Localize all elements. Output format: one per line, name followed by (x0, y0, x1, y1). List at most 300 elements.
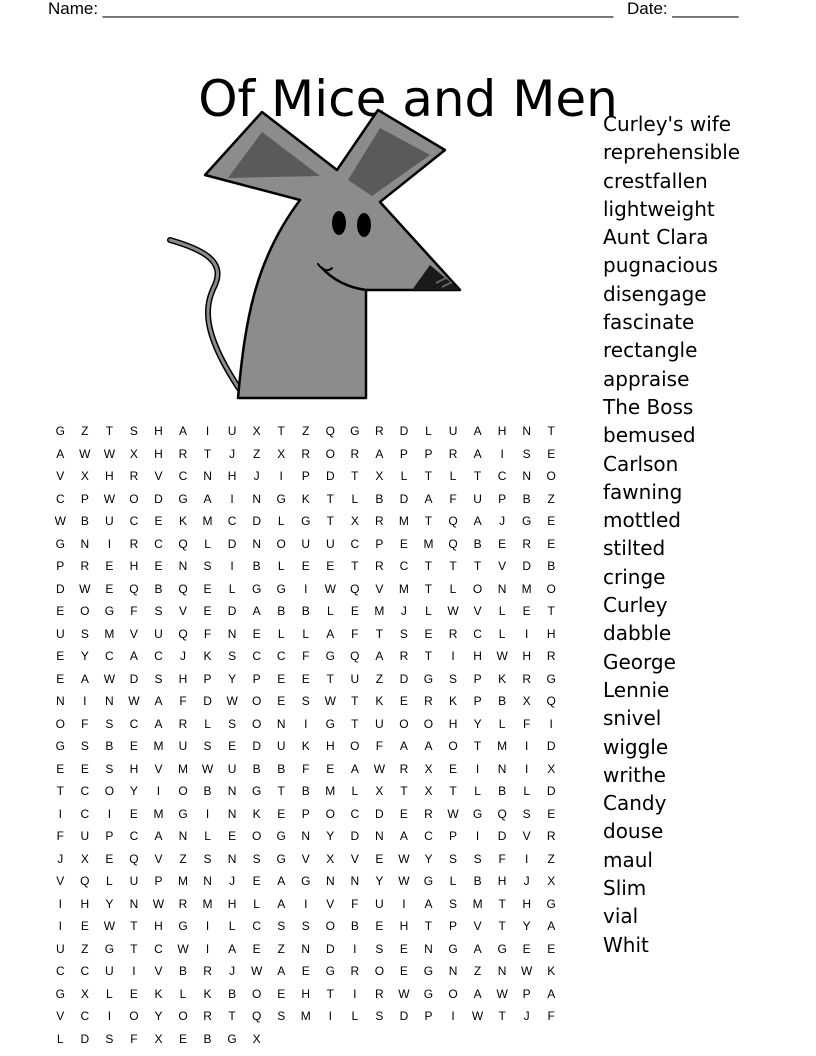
grid-letter: V (498, 559, 507, 573)
grid-letter: S (375, 1009, 384, 1023)
grid-letter: E (301, 559, 310, 573)
grid-letter: L (498, 626, 506, 641)
grid-letter: R (301, 446, 311, 461)
grid-letter: V (473, 919, 482, 933)
grid-letter: B (498, 784, 507, 798)
grid-letter: H (154, 424, 163, 438)
grid-letter: G (55, 536, 65, 551)
grid-letter: T (547, 424, 555, 438)
grid-letter: S (129, 424, 138, 438)
grid-letter: I (205, 919, 210, 933)
word-list-item: rectangle (603, 338, 698, 363)
grid-letter: R (129, 469, 139, 483)
grid-letter: V (129, 626, 138, 641)
grid-letter: Z (375, 671, 384, 686)
grid-letter: U (55, 941, 65, 956)
grid-letter: A (375, 446, 384, 461)
grid-letter: D (252, 739, 261, 753)
grid-letter: I (500, 446, 504, 461)
grid-letter: L (277, 626, 285, 641)
grid-letter: Y (326, 829, 335, 843)
grid-letter: T (498, 1009, 506, 1023)
grid-letter: Q (350, 649, 360, 663)
grid-letter: I (58, 896, 62, 911)
grid-letter: S (80, 739, 89, 753)
grid-letter: R (546, 649, 556, 663)
grid-letter: E (252, 874, 261, 888)
grid-letter: O (251, 829, 262, 843)
grid-letter: J (523, 874, 530, 888)
grid-letter: T (351, 469, 359, 483)
grid-letter: L (204, 829, 211, 843)
grid-letter: E (375, 851, 384, 866)
date-field[interactable]: Date: _______ (627, 0, 739, 18)
grid-letter: F (375, 739, 384, 753)
grid-letter: W (324, 581, 336, 596)
grid-letter: E (129, 806, 138, 821)
grid-letter: E (129, 986, 138, 1001)
grid-letter: C (80, 1009, 90, 1023)
grid-letter: E (547, 446, 556, 461)
grid-letter: U (105, 514, 114, 528)
grid-letter: Q (448, 536, 458, 551)
grid-letter: N (448, 964, 458, 978)
grid-letter: N (178, 559, 188, 573)
grid-letter: G (276, 491, 286, 506)
grid-letter: A (547, 919, 556, 933)
grid-letter: Q (497, 806, 507, 821)
grid-letter: T (326, 514, 334, 528)
word-list-item: Curley's wife (603, 112, 732, 136)
grid-letter: K (203, 986, 212, 1001)
grid-letter: A (350, 761, 359, 776)
grid-letter: R (375, 514, 384, 528)
grid-letter: B (473, 874, 482, 888)
word-list-item: pugnacious (603, 253, 718, 278)
grid-letter: T (351, 559, 359, 573)
grid-letter: K (375, 694, 384, 708)
grid-letter: M (374, 604, 385, 618)
grid-letter: R (522, 671, 531, 686)
grid-letter: A (154, 716, 163, 731)
grid-letter: T (105, 424, 114, 438)
grid-letter: E (399, 941, 408, 956)
grid-letter: I (230, 491, 234, 506)
grid-letter: G (55, 986, 65, 1001)
grid-letter: G (423, 671, 434, 686)
grid-letter: G (301, 514, 311, 528)
grid-letter: D (399, 1009, 409, 1023)
grid-letter: V (56, 874, 65, 888)
grid-letter: G (350, 424, 360, 438)
grid-letter: I (328, 1009, 332, 1023)
grid-letter: C (154, 941, 163, 956)
grid-letter: D (399, 671, 409, 686)
grid-letter: R (129, 536, 139, 551)
grid-letter: K (252, 806, 261, 821)
grid-letter: T (277, 784, 285, 798)
grid-letter: Z (81, 424, 89, 438)
grid-letter: E (56, 604, 65, 618)
grid-letter: O (251, 986, 262, 1001)
grid-letter: E (277, 986, 286, 1001)
grid-letter: P (252, 671, 261, 686)
grid-letter: T (130, 941, 138, 956)
grid-letter: L (449, 469, 457, 483)
grid-letter: E (326, 559, 335, 573)
grid-letter: Y (228, 671, 237, 686)
grid-letter: U (276, 739, 286, 753)
grid-letter: Y (424, 851, 433, 866)
grid-letter: W (201, 761, 214, 776)
grid-letter: L (498, 604, 506, 618)
grid-letter: P (203, 671, 212, 686)
grid-letter: G (276, 581, 286, 596)
grid-letter: E (375, 919, 384, 933)
grid-letter: T (326, 671, 334, 686)
grid-letter: O (129, 491, 139, 506)
word-list-item: Curley (603, 593, 668, 618)
grid-letter: O (129, 1009, 139, 1023)
grid-letter: E (252, 941, 261, 956)
grid-letter: I (353, 986, 357, 1001)
grid-letter: H (105, 469, 114, 483)
grid-letter: O (423, 716, 434, 731)
grid-letter: H (80, 896, 90, 911)
word-list-item: wiggle (603, 734, 669, 759)
grid-letter: G (546, 671, 556, 686)
grid-letter: N (203, 874, 212, 888)
grid-letter: E (399, 964, 408, 978)
grid-letter: Z (81, 941, 89, 956)
grid-letter: R (80, 559, 90, 573)
name-field[interactable]: Name: ______________________________________________________ (48, 0, 614, 18)
grid-letter: W (103, 919, 116, 933)
grid-letter: R (350, 446, 360, 461)
grid-letter: T (424, 469, 433, 483)
word-list-item: fawning (603, 479, 683, 504)
grid-letter: V (56, 469, 65, 483)
grid-letter: E (154, 514, 163, 528)
grid-letter: G (472, 806, 483, 821)
grid-letter: E (301, 671, 310, 686)
grid-letter: W (496, 986, 508, 1001)
grid-letter: H (497, 424, 507, 438)
grid-letter: C (178, 469, 188, 483)
grid-letter: B (179, 964, 188, 978)
grid-letter: R (375, 559, 384, 573)
grid-letter: W (398, 874, 410, 888)
grid-letter: I (451, 1009, 455, 1023)
grid-letter: N (424, 941, 433, 956)
word-list-item: crestfallen (603, 168, 708, 193)
grid-letter: W (103, 491, 116, 506)
grid-letter: D (227, 604, 237, 618)
grid-letter: V (154, 851, 163, 866)
grid-letter: A (80, 671, 89, 686)
grid-letter: E (80, 919, 89, 933)
grid-letter: C (473, 626, 482, 641)
grid-letter: E (56, 761, 65, 776)
grid-letter: J (180, 649, 186, 663)
grid-letter: L (326, 604, 334, 618)
grid-letter: P (473, 671, 482, 686)
grid-letter: U (129, 874, 139, 888)
grid-letter: E (522, 941, 531, 956)
grid-letter: P (473, 694, 482, 708)
grid-letter: G (55, 739, 65, 753)
grid-letter: I (107, 1009, 112, 1023)
grid-letter: E (56, 649, 65, 663)
grid-letter: I (156, 784, 161, 798)
grid-letter: Y (154, 1009, 163, 1023)
grid-letter: I (107, 536, 112, 551)
grid-letter: T (203, 446, 212, 461)
grid-letter: J (253, 469, 260, 483)
grid-letter: Z (252, 446, 261, 461)
grid-letter: Q (178, 581, 188, 596)
grid-letter: Z (179, 851, 187, 866)
grid-letter: I (524, 761, 529, 776)
grid-letter: U (473, 491, 482, 506)
grid-letter: X (547, 874, 556, 888)
grid-letter: B (375, 491, 384, 506)
grid-letter: P (498, 491, 507, 506)
grid-letter: M (423, 536, 434, 551)
grid-letter: C (105, 649, 114, 663)
grid-letter: E (399, 694, 408, 708)
grid-letter: E (203, 581, 212, 596)
grid-letter: K (154, 986, 163, 1001)
grid-letter: I (279, 469, 283, 483)
grid-letter: D (399, 424, 409, 438)
grid-letter: S (154, 604, 163, 618)
grid-letter: H (227, 896, 237, 911)
grid-letter: L (400, 469, 408, 483)
grid-letter: S (522, 446, 531, 461)
grid-letter: N (227, 784, 237, 798)
grid-letter: T (326, 986, 334, 1001)
grid-letter: A (129, 649, 138, 663)
grid-letter: A (154, 694, 163, 708)
grid-letter: W (103, 671, 116, 686)
grid-letter: V (154, 469, 163, 483)
grid-letter: T (424, 649, 433, 663)
grid-letter: U (154, 626, 163, 641)
grid-letter: A (326, 626, 335, 641)
grid-letter: H (129, 761, 139, 776)
grid-letter: U (350, 671, 360, 686)
grid-letter: V (350, 851, 359, 866)
grid-letter: A (547, 986, 556, 1001)
grid-letter: W (324, 694, 336, 708)
grid-letter: R (546, 829, 556, 843)
grid-letter: X (375, 784, 384, 798)
grid-letter: M (202, 896, 213, 911)
grid-letter: B (547, 559, 556, 573)
grid-letter: C (276, 649, 286, 663)
grid-letter: P (105, 829, 114, 843)
grid-letter: H (301, 986, 311, 1001)
grid-letter: E (252, 626, 261, 641)
grid-letter: O (178, 1009, 188, 1023)
grid-letter: V (375, 581, 384, 596)
grid-letter: X (424, 784, 433, 798)
grid-letter: N (80, 536, 90, 551)
grid-letter: C (129, 716, 139, 731)
word-list-item: dabble (603, 621, 672, 646)
grid-letter: N (301, 941, 311, 956)
grid-letter: E (522, 604, 531, 618)
word-list-item: reprehensible (603, 140, 741, 165)
grid-letter: L (228, 581, 236, 596)
grid-letter: T (351, 716, 359, 731)
grid-letter: L (425, 424, 432, 438)
grid-letter: N (203, 469, 212, 483)
grid-letter: L (302, 626, 310, 641)
grid-letter: V (56, 1009, 65, 1023)
grid-letter: A (473, 424, 482, 438)
grid-letter: C (129, 829, 139, 843)
word-list-item: maul (603, 847, 653, 872)
grid-letter: W (447, 604, 459, 618)
grid-letter: D (252, 514, 261, 528)
grid-letter: Q (350, 581, 360, 596)
grid-letter: V (179, 604, 188, 618)
word-list-item: disengage (603, 281, 707, 306)
grid-letter: U (448, 424, 458, 438)
word-list (603, 110, 740, 959)
grid-letter: O (178, 784, 188, 798)
grid-letter: C (227, 514, 237, 528)
grid-letter: H (227, 469, 237, 483)
grid-letter: M (300, 1009, 311, 1023)
grid-letter: N (497, 761, 507, 776)
grid-letter: N (375, 829, 384, 843)
grid-letter: J (229, 446, 236, 461)
grid-letter: A (277, 964, 286, 978)
grid-letter: N (227, 626, 237, 641)
grid-letter: S (449, 851, 458, 866)
grid-letter: O (251, 694, 262, 708)
grid-letter: A (424, 739, 433, 753)
grid-letter: I (304, 716, 308, 731)
grid-letter: A (424, 896, 433, 911)
grid-letter: T (449, 784, 457, 798)
grid-letter: N (129, 896, 139, 911)
grid-letter: C (252, 919, 261, 933)
grid-letter: H (546, 626, 556, 641)
grid-letter: G (251, 784, 262, 798)
grid-letter: V (154, 964, 163, 978)
grid-letter: C (80, 784, 90, 798)
grid-letter: O (251, 716, 262, 731)
grid-letter: L (56, 1031, 64, 1046)
grid-letter: X (154, 1031, 163, 1046)
grid-letter: Q (448, 514, 458, 528)
grid-letter: M (398, 514, 409, 528)
grid-letter: F (498, 851, 506, 866)
grid-letter: E (547, 536, 556, 551)
grid-letter: L (228, 919, 236, 933)
grid-letter: P (375, 536, 384, 551)
grid-letter: N (497, 964, 507, 978)
grid-letter: N (252, 536, 261, 551)
grid-letter: F (351, 896, 359, 911)
grid-letter: D (375, 806, 384, 821)
grid-letter: P (154, 874, 163, 888)
grid-letter: P (449, 919, 458, 933)
grid-letter: I (58, 919, 62, 933)
grid-letter: G (325, 716, 335, 731)
grid-letter: M (153, 806, 164, 821)
grid-letter: W (471, 1009, 484, 1023)
grid-letter: U (301, 536, 311, 551)
grid-letter: R (350, 964, 360, 978)
grid-letter: R (178, 446, 188, 461)
grid-letter: S (228, 649, 237, 663)
grid-letter: O (325, 446, 335, 461)
word-list-item: George (603, 649, 676, 674)
grid-letter: A (473, 514, 482, 528)
grid-letter: C (154, 536, 163, 551)
grid-letter: S (80, 626, 89, 641)
grid-letter: N (252, 491, 261, 506)
grid-letter: Y (80, 649, 89, 663)
grid-letter: J (229, 874, 236, 888)
grid-letter: G (546, 896, 556, 911)
grid-letter: X (277, 446, 286, 461)
grid-letter: Q (178, 536, 188, 551)
grid-letter: D (325, 469, 335, 483)
grid-letter: I (475, 761, 480, 776)
grid-letter: F (130, 604, 138, 618)
grid-letter: P (522, 986, 531, 1001)
grid-letter: W (128, 694, 140, 708)
word-list-item: cringe (603, 564, 666, 589)
grid-letter: T (498, 919, 506, 933)
grid-letter: A (375, 649, 384, 663)
word-list-item: stilted (603, 536, 666, 561)
grid-letter: P (301, 469, 310, 483)
grid-letter: K (498, 671, 507, 686)
grid-letter: F (302, 649, 310, 663)
grid-letter: G (251, 581, 262, 596)
grid-letter: U (105, 964, 114, 978)
word-list-item: Candy (603, 791, 667, 816)
grid-letter: R (399, 761, 409, 776)
grid-letter: F (179, 694, 187, 708)
grid-letter: R (203, 964, 212, 978)
grid-letter: W (398, 986, 410, 1001)
grid-letter: R (178, 716, 188, 731)
grid-letter: B (154, 581, 163, 596)
grid-letter: C (399, 559, 409, 573)
grid-letter: T (424, 919, 433, 933)
grid-letter: I (402, 896, 406, 911)
grid-letter: R (203, 1009, 212, 1023)
grid-letter: X (252, 1031, 261, 1046)
grid-letter: O (104, 784, 115, 798)
grid-letter: A (473, 446, 482, 461)
grid-letter: A (473, 986, 482, 1001)
grid-letter: B (228, 986, 237, 1001)
grid-letter: Z (547, 851, 555, 866)
grid-letter: Q (251, 1009, 262, 1023)
grid-letter: D (350, 829, 360, 843)
grid-letter: I (524, 739, 529, 753)
grid-letter: U (55, 626, 65, 641)
